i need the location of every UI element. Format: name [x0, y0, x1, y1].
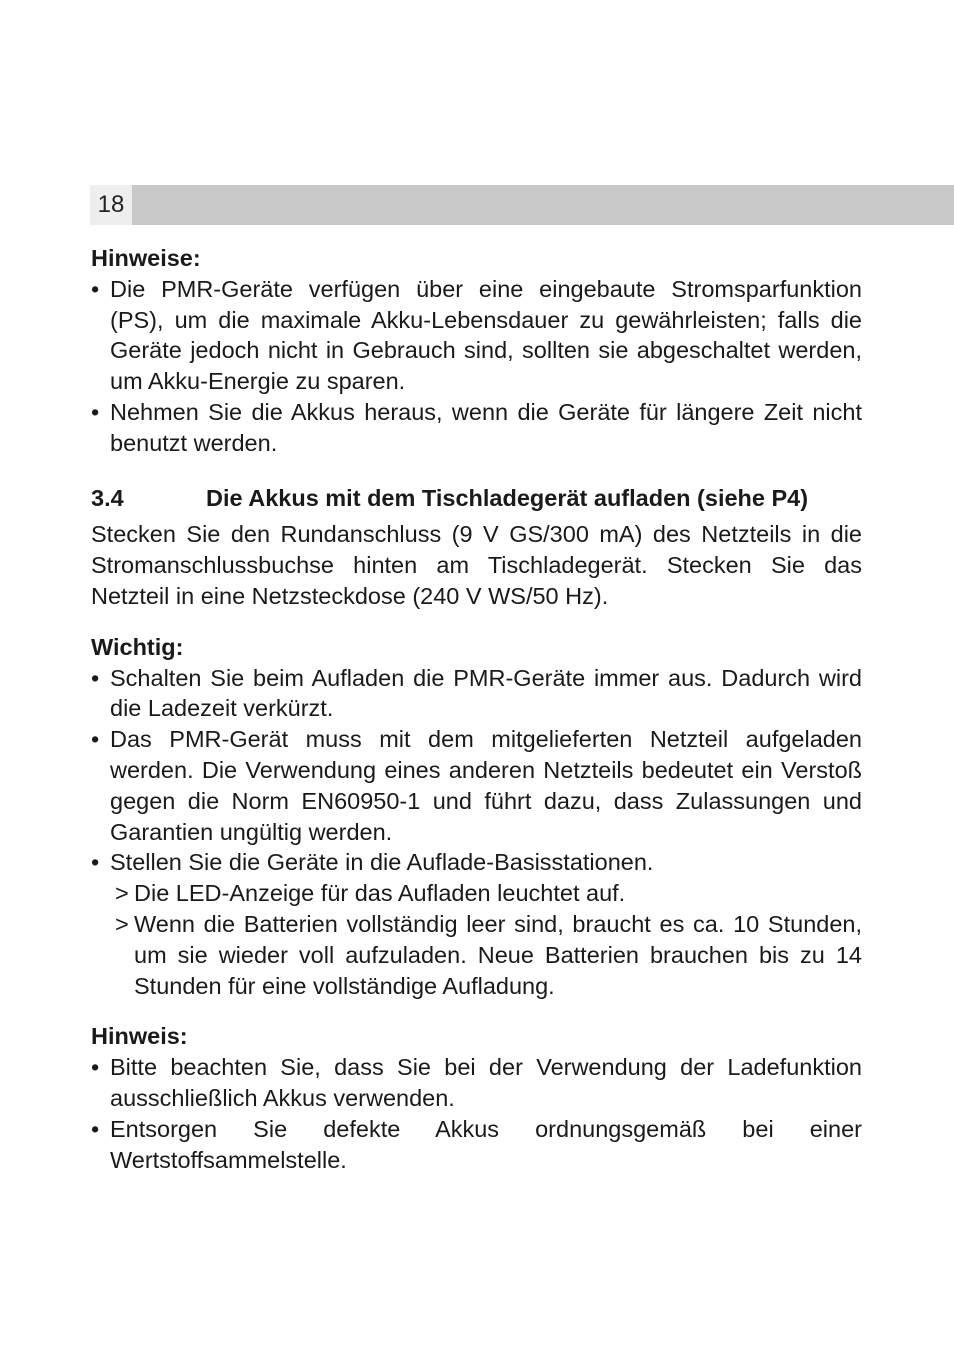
section-number: 3.4: [91, 484, 124, 511]
list-item: • Die PMR-Geräte verfügen über eine eingebaute Stromsparfunktion (PS), um die maximale Akku-Lebensdauer zu gewährleisten; falls die Geräte jedoch nicht in Gebrauch sind, sollten sie abgeschaltet werden, um Akku-Energie zu sparen.: [91, 274, 862, 397]
list-item: • Nehmen Sie die Akkus heraus, wenn die Geräte für längere Zeit nicht benutzt werden.: [91, 397, 862, 459]
list-item: [91, 847, 862, 1001]
page-content: [91, 243, 862, 1175]
section-body: Stecken Sie den Rundanschluss (9 V GS/300 mA) des Netzteils in die Stromanschlussbuchse hinten am Tischladegerät. Stecken Sie das Netzteil in eine Netzsteckdose (240 V WS/50 Hz).: [91, 521, 862, 609]
section-title: [91, 483, 862, 514]
note-list: [91, 1052, 862, 1175]
notes-list: [91, 274, 862, 459]
list-item: • Entsorgen Sie defekte Akkus ordnungsgemäß bei einer Wertstoffsammelstelle.: [91, 1114, 862, 1176]
sub-list-item: > Wenn die Batterien vollständig leer sind, braucht es ca. 10 Stunden, um sie wieder voll aufzuladen. Neue Batterien brauchen bis zu 14 Stunden für eine vollständige Aufladung.: [110, 909, 862, 1001]
list-item: • Schalten Sie beim Aufladen die PMR-Geräte immer aus. Dadurch wird die Ladezeit verkürzt.: [91, 663, 862, 725]
list-item: • Bitte beachten Sie, dass Sie bei der Verwendung der Ladefunktion ausschließlich Akkus verwenden.: [91, 1052, 862, 1114]
notes-heading: Hinweise:: [91, 245, 201, 271]
page-header-bar: [90, 185, 954, 225]
note-heading: Hinweis:: [91, 1023, 188, 1050]
important-heading: Wichtig:: [91, 633, 184, 660]
sub-list: [110, 878, 862, 1001]
sub-list-item: > Die LED-Anzeige für das Aufladen leuchtet auf.: [110, 878, 862, 909]
section-title-text: Die Akkus mit dem Tischladegerät aufladen (siehe P4): [206, 484, 809, 511]
list-item-text: Stellen Sie die Geräte in die Auflade-Basisstationen.: [110, 849, 654, 876]
important-list: [91, 663, 862, 1002]
list-item: • Das PMR-Gerät muss mit dem mitgelieferten Netzteil aufgeladen werden. Die Verwendung eines anderen Netzteils bedeutet ein Verstoß gegen die Norm EN60950-1 und führt dazu, dass Zulassungen und Garantien ungültig werden.: [91, 724, 862, 847]
page-number: 18: [90, 185, 132, 225]
